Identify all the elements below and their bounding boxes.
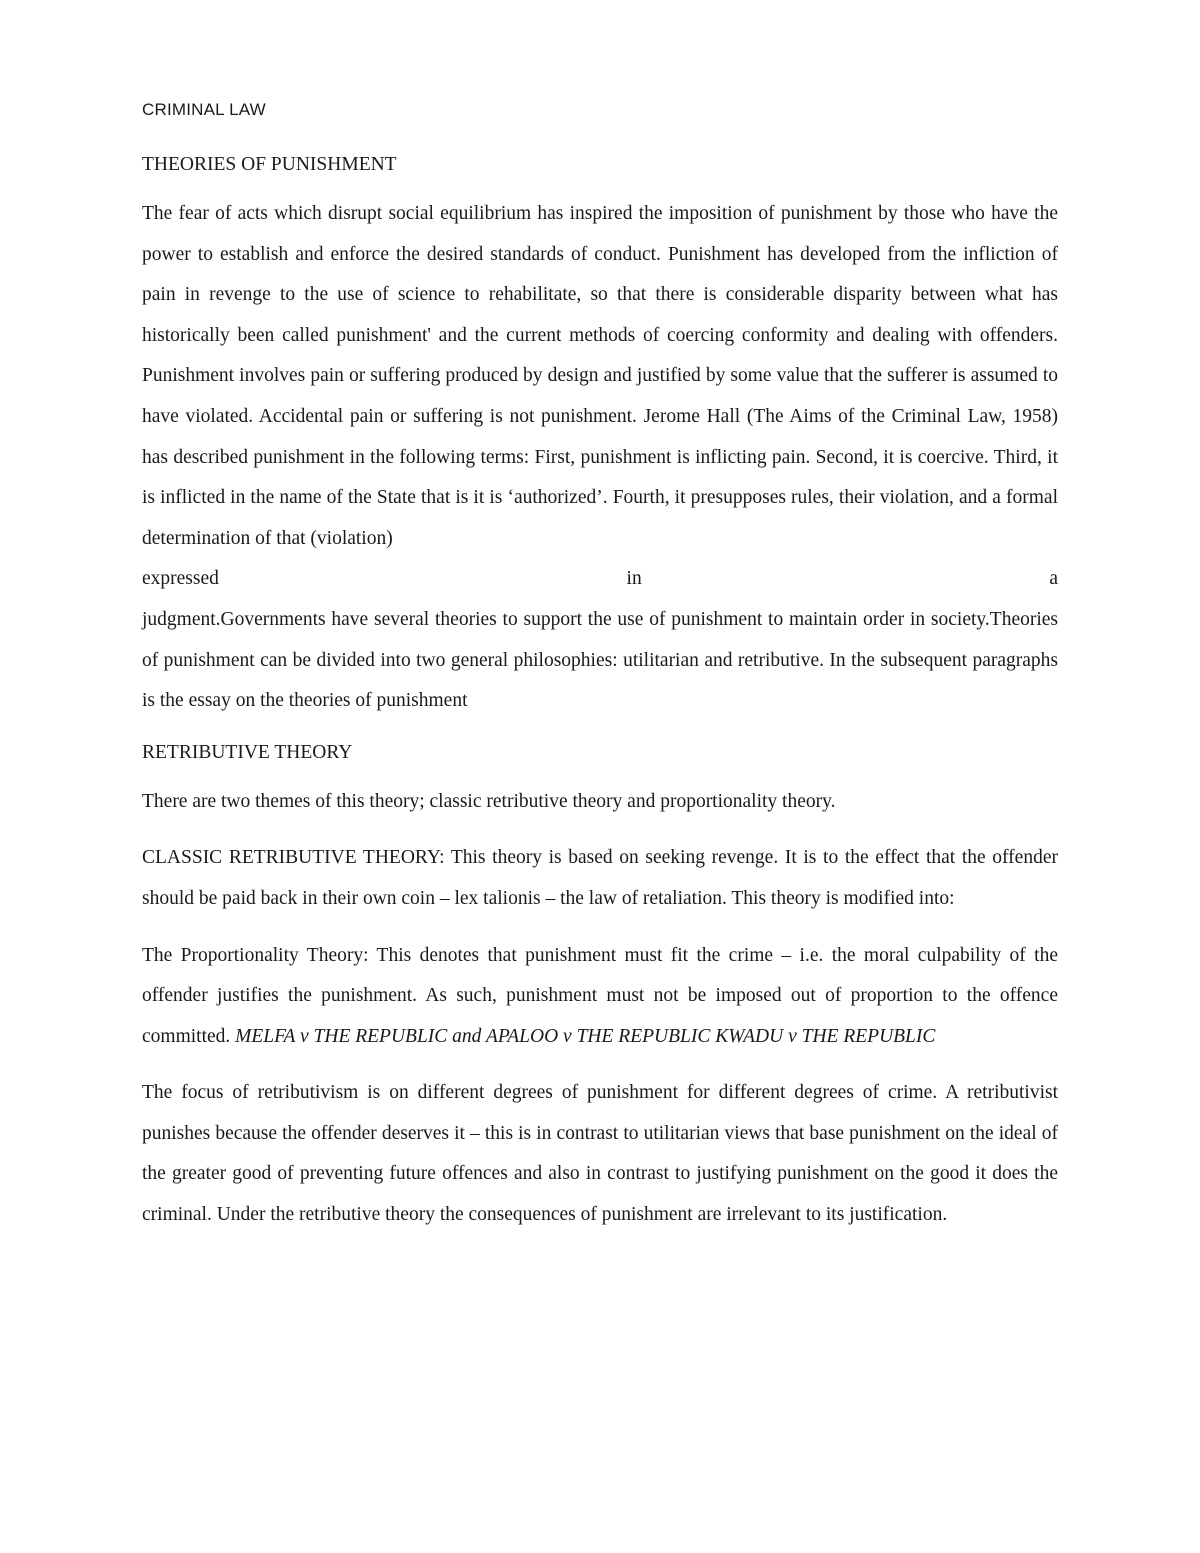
retributive-intro-paragraph <box>142 782 1058 823</box>
classic-retributive-text: This theory is based on seeking revenge. It is to the effect that the offender should be paid back in their own coin – lex talionis – the law of retaliation. This theory is modified into: <box>142 847 1058 909</box>
classic-retributive-term: CLASSIC RETRIBUTIVE THEORY: <box>142 847 445 869</box>
focus-text: The focus of retributivism is on different degrees of punishment for different degrees of crime. A retributivist punishes because the offender deserves it – this is in contrast to utilitarian views that base punishment on the ideal of the greater good of preventing future offences and also in contrast to justifying punishment on the good it does the criminal. Under the retributive theory the consequences of punishment are irrelevant to its justification. <box>142 1082 1058 1226</box>
section-heading-retributive: RETRIBUTIVE THEORY <box>142 741 353 763</box>
section-heading-theories: THEORIES OF PUNISHMENT <box>142 154 397 175</box>
intro-text-b: judgment.Governments have several theories to support the use of punishment to maintain order in society.Theories of punishment can be divided into two general philosophies: utilitarian and retributive. In the subsequent paragraphs is the essay on the theories of punishment <box>142 608 1058 712</box>
document-title: CRIMINAL LAW <box>142 100 266 119</box>
proportionality-term: The Proportionality Theory: <box>142 944 369 966</box>
proportionality-paragraph <box>142 936 1058 1058</box>
intro-text-a: The fear of acts which disrupt social equilibrium has inspired the imposition of punishment by those who have the power to establish and enforce the desired standards of conduct. Punishment has developed from the infliction of pain in revenge to the use of science to rehabilitate, so that there is considerable disparity between what has historically been called punishment' and the current methods of coercing conformity and dealing with offenders. Punishment involves pain or suffering produced by design and justified by some value that the sufferer is assumed to have violated. Accidental pain or suffering is not punishment. Jerome Hall (The Aims of the Criminal Law, 1958) has described punishment in the following terms: First, punishment is inflicting pain. Second, it is coercive. Third, it is inflicted in the name of the State that is it is ‘authorized’. Fourth, it presupposes rules, their violation, and a formal determination of that (violation) <box>142 203 1058 549</box>
document-body <box>142 98 1058 1252</box>
classic-retributive-paragraph <box>142 838 1058 919</box>
spread-word-expressed: expressed <box>142 568 219 590</box>
intro-paragraph <box>142 194 1058 559</box>
retributive-intro-text: There are two themes of this theory; classic retributive theory and proportionality theory. <box>142 790 836 812</box>
intro-paragraph-continued <box>142 600 1058 722</box>
proportionality-text: This denotes that punishment must fit the crime – i.e. the moral culpability of the offender justifies the punishment. As such, punishment must not be imposed out of proportion to the offence committed. <box>142 944 1058 1047</box>
focus-paragraph <box>142 1073 1058 1235</box>
intro-spread-line <box>142 559 1058 600</box>
case-citations: MELFA v THE REPUBLIC and APALOO v THE REPUBLIC KWADU v THE REPUBLIC <box>235 1025 936 1047</box>
spread-word-a: a <box>1049 568 1058 590</box>
spread-word-in: in <box>626 568 642 590</box>
